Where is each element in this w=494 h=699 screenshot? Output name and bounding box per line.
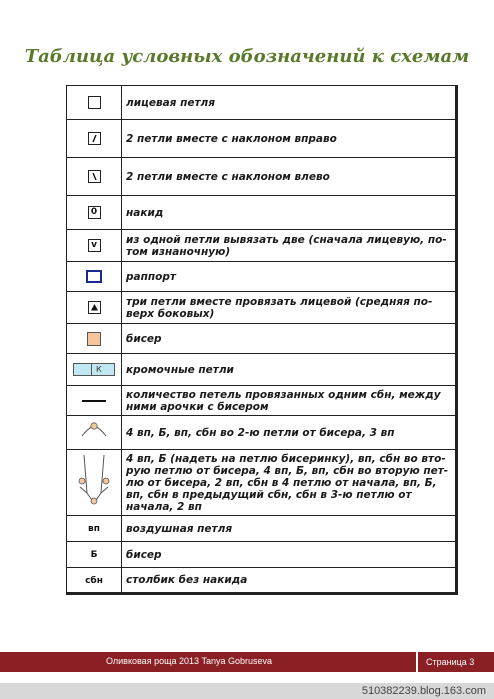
row-description: 4 вп, Б, вп, сбн во 2-ю петли от бисера, 3 вп [122,416,457,450]
table-row [67,262,457,292]
symbol-abbr: вп [88,524,100,534]
row-description: количество петель провязанных одним сбн, между ними арочки с бисером [122,386,457,416]
legend-table [66,85,458,595]
page-title: Таблица условных обозначений к схемам [24,46,470,67]
table-row [67,542,457,568]
table-row [67,568,457,594]
row-description: три петли вместе провязать лицевой (средняя по-верх боковых) [122,292,457,324]
slash-left-square-icon [88,170,101,183]
table-row [67,292,457,324]
empty-square-icon [88,96,101,109]
row-description: столбик без накида [122,568,457,594]
row-description: накид [122,196,457,230]
arch-bead-icon [74,420,114,442]
double-arch-bead-icon [74,453,114,509]
table-row [67,158,457,196]
dash-line-icon [82,400,106,402]
symbol-abbr: сбн [85,575,103,586]
table-row [67,416,457,450]
row-description: 2 петли вместе с наклоном влево [122,158,457,196]
row-description: воздушная петля [122,516,457,542]
table-row [67,386,457,416]
table-row [67,450,457,516]
table-row [67,354,457,386]
row-description: 2 петли вместе с наклоном вправо [122,120,457,158]
row-description: 4 вп, Б (надеть на петлю бисеринку), вп, сбн во вто-рую петлю от бисера, 4 вп, Б, вп, сбн во вторую пет-лю от бисера, 2 вп, сбн в 4 петлю от начала, вп, Б, вп, сбн в предыдущий сбн, сбн в 3-ю петлю от начала, 2 вп [122,450,457,516]
table-row [67,516,457,542]
table-row [67,230,457,262]
triangle-square-icon [88,301,101,314]
edge-stitch-icon: К [73,363,115,376]
symbol-abbr: Б [90,550,98,560]
table-row [67,196,457,230]
row-description: кромочные петли [122,354,457,386]
footer-credit: Оливковая роща 2013 Tanya Gobruseva [106,656,273,666]
slash-right-square-icon [88,132,101,145]
row-description: бисер [122,324,457,354]
table-row [67,86,457,120]
row-description: лицевая петля [122,86,457,120]
v-square-icon: v [88,239,101,252]
table-row [67,120,457,158]
o-square-icon: 0 [88,206,101,219]
page-number: Страница 3 [416,652,494,672]
blue-square-icon [86,270,102,283]
row-description: раппорт [122,262,457,292]
row-description: бисер [122,542,457,568]
bead-square-icon [87,332,101,346]
row-description: из одной петли вывязать две (сначала лицевую, по-том изнаночную) [122,230,457,262]
watermark: 510382239.blog.163.com [361,685,486,697]
table-row [67,324,457,354]
